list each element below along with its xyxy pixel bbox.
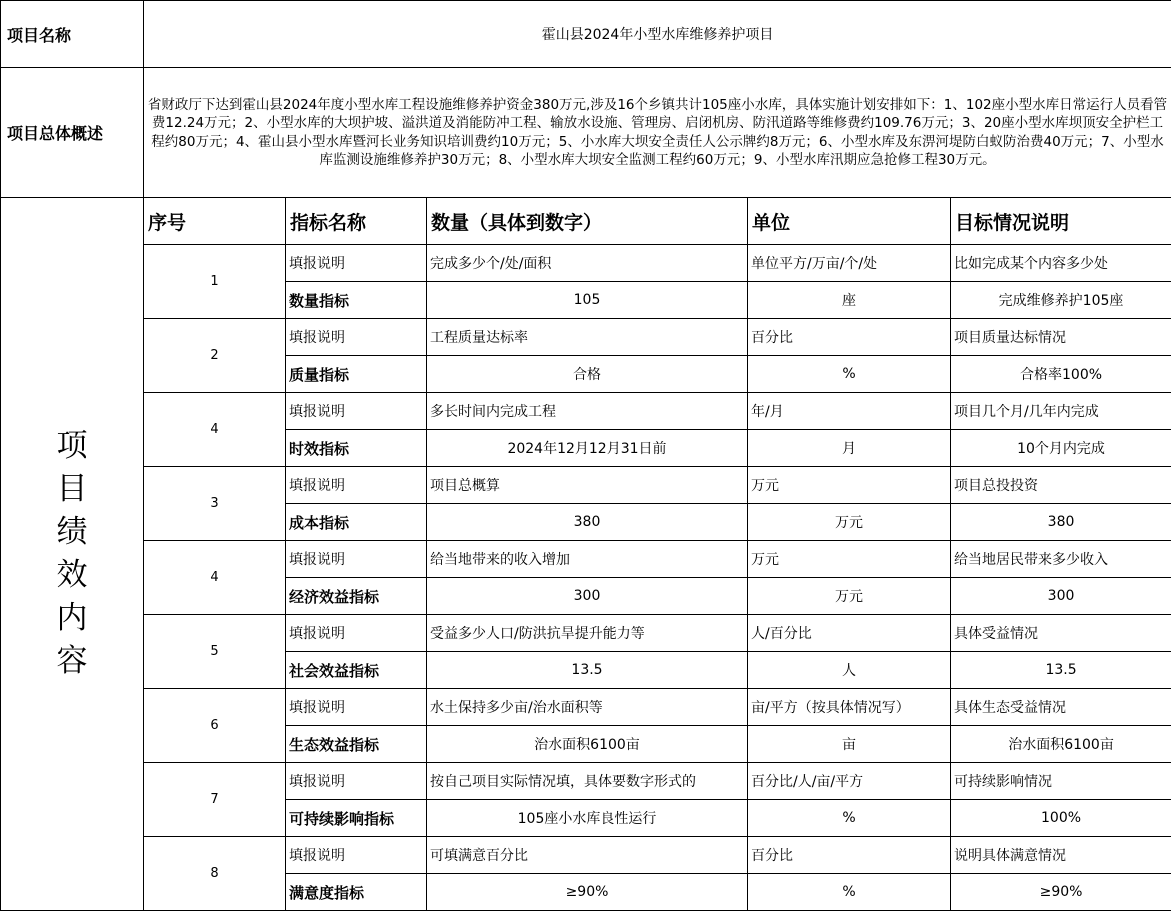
indicator-unit: % (748, 356, 951, 393)
fill-note-label: 填报说明 (286, 245, 427, 282)
section-char: 内 (56, 600, 88, 636)
indicator-name: 时效指标 (286, 430, 427, 467)
indicator-desc: 10个月内完成 (951, 430, 1171, 467)
seq-number: 4 (144, 393, 286, 467)
indicator-name: 满意度指标 (286, 874, 427, 911)
fill-unit: 百分比/人/亩/平方 (748, 763, 951, 800)
fill-desc: 项目几个月/几年内完成 (951, 393, 1171, 430)
seq-number: 1 (144, 245, 286, 319)
indicator-quantity: 105 (427, 282, 748, 319)
fill-desc: 比如完成某个内容多少处 (951, 245, 1171, 282)
indicator-unit: % (748, 800, 951, 837)
seq-number: 4 (144, 541, 286, 615)
indicator-name: 可持续影响指标 (286, 800, 427, 837)
indicator-desc: 300 (951, 578, 1171, 615)
performance-section-label (1, 198, 144, 911)
fill-unit: 亩/平方（按具体情况写） (748, 689, 951, 726)
fill-quantity: 水土保持多少亩/治水面积等 (427, 689, 748, 726)
fill-unit: 年/月 (748, 393, 951, 430)
indicator-quantity: 治水面积6100亩 (427, 726, 748, 763)
fill-desc: 说明具体满意情况 (951, 837, 1171, 874)
project-summary-value: 省财政厅下达到霍山县2024年度小型水库工程设施维修养护资金380万元,涉及16个乡镇共计105座小水库，具体实施计划安排如下：1、102座小型水库日常运行人员看管费12.24万元；2、小型水库的大坝护坡、溢洪道及消能防冲工程、输放水设施、管理房、启闭机房、防汛道路等维修费约109.76万元；3、20座小型水库坝顶安全护栏工程约80万元；4、霍山县小型水库暨河长业务知识培训费约10万元；5、小水库大坝安全责任人公示牌约8万元；6、小型水库及东淠河堤防白蚁防治费40万元；7、小型水库监测设施维修养护30万元；8、小型水库大坝安全监测工程约60万元；9、小型水库汛期应急抢修工程30万元。 (144, 68, 1171, 198)
fill-quantity: 项目总概算 (427, 467, 748, 504)
fill-row (1, 245, 1171, 282)
section-char: 效 (56, 557, 88, 593)
indicator-desc: 100% (951, 800, 1171, 837)
fill-unit: 百分比 (748, 837, 951, 874)
indicator-quantity: 2024年12月12月31日前 (427, 430, 748, 467)
indicator-quantity: 380 (427, 504, 748, 541)
fill-unit: 单位平方/万亩/个/处 (748, 245, 951, 282)
section-char: 项 (56, 428, 88, 464)
section-char: 容 (56, 643, 88, 679)
indicator-unit: 月 (748, 430, 951, 467)
indicator-desc: 合格率100% (951, 356, 1171, 393)
fill-row (1, 615, 1171, 652)
seq-number: 5 (144, 615, 286, 689)
fill-row (1, 837, 1171, 874)
seq-number: 3 (144, 467, 286, 541)
project-name-label: 项目名称 (1, 1, 144, 68)
indicator-name: 经济效益指标 (286, 578, 427, 615)
fill-unit: 人/百分比 (748, 615, 951, 652)
indicator-unit: 万元 (748, 504, 951, 541)
seq-number: 7 (144, 763, 286, 837)
fill-desc: 具体受益情况 (951, 615, 1171, 652)
indicator-unit: 座 (748, 282, 951, 319)
fill-desc: 项目总投投资 (951, 467, 1171, 504)
performance-header-row (1, 198, 1171, 245)
fill-desc: 项目质量达标情况 (951, 319, 1171, 356)
indicator-quantity: 300 (427, 578, 748, 615)
indicator-unit: 人 (748, 652, 951, 689)
indicator-name: 成本指标 (286, 504, 427, 541)
indicator-quantity: 合格 (427, 356, 748, 393)
indicator-unit: 亩 (748, 726, 951, 763)
indicator-unit: 万元 (748, 578, 951, 615)
indicator-desc: 13.5 (951, 652, 1171, 689)
fill-quantity: 完成多少个/处/面积 (427, 245, 748, 282)
header-seq: 序号 (144, 198, 286, 245)
fill-row (1, 467, 1171, 504)
header-indicator-name: 指标名称 (286, 198, 427, 245)
fill-note-label: 填报说明 (286, 541, 427, 578)
project-summary-row (1, 68, 1171, 198)
section-char: 目 (56, 471, 88, 507)
fill-note-label: 填报说明 (286, 615, 427, 652)
indicator-name: 质量指标 (286, 356, 427, 393)
fill-desc: 给当地居民带来多少收入 (951, 541, 1171, 578)
project-summary-label: 项目总体概述 (1, 68, 144, 198)
indicator-quantity: 105座小水库良性运行 (427, 800, 748, 837)
fill-note-label: 填报说明 (286, 393, 427, 430)
fill-note-label: 填报说明 (286, 467, 427, 504)
header-target-desc: 目标情况说明 (951, 198, 1171, 245)
fill-unit: 万元 (748, 541, 951, 578)
fill-quantity: 受益多少人口/防洪抗旱提升能力等 (427, 615, 748, 652)
project-name-value: 霍山县2024年小型水库维修养护项目 (144, 1, 1171, 68)
fill-quantity: 给当地带来的收入增加 (427, 541, 748, 578)
indicator-quantity: 13.5 (427, 652, 748, 689)
section-char: 绩 (56, 514, 88, 550)
fill-row (1, 689, 1171, 726)
fill-quantity: 可填满意百分比 (427, 837, 748, 874)
fill-unit: 万元 (748, 467, 951, 504)
indicator-quantity: ≥90% (427, 874, 748, 911)
fill-desc: 具体生态受益情况 (951, 689, 1171, 726)
indicator-name: 生态效益指标 (286, 726, 427, 763)
fill-row (1, 393, 1171, 430)
fill-note-label: 填报说明 (286, 319, 427, 356)
seq-number: 8 (144, 837, 286, 911)
indicator-desc: 完成维修养护105座 (951, 282, 1171, 319)
indicator-name: 数量指标 (286, 282, 427, 319)
fill-row (1, 541, 1171, 578)
fill-note-label: 填报说明 (286, 837, 427, 874)
fill-row (1, 319, 1171, 356)
fill-row (1, 763, 1171, 800)
indicator-desc: ≥90% (951, 874, 1171, 911)
seq-number: 6 (144, 689, 286, 763)
seq-number: 2 (144, 319, 286, 393)
indicator-name: 社会效益指标 (286, 652, 427, 689)
indicator-desc: 380 (951, 504, 1171, 541)
fill-note-label: 填报说明 (286, 689, 427, 726)
fill-unit: 百分比 (748, 319, 951, 356)
fill-quantity: 工程质量达标率 (427, 319, 748, 356)
header-quantity: 数量（具体到数字） (427, 198, 748, 245)
fill-note-label: 填报说明 (286, 763, 427, 800)
project-name-row (1, 1, 1171, 68)
fill-quantity: 按自己项目实际情况填，具体要数字形式的 (427, 763, 748, 800)
fill-quantity: 多长时间内完成工程 (427, 393, 748, 430)
fill-desc: 可持续影响情况 (951, 763, 1171, 800)
header-unit: 单位 (748, 198, 951, 245)
indicator-unit: % (748, 874, 951, 911)
indicator-desc: 治水面积6100亩 (951, 726, 1171, 763)
